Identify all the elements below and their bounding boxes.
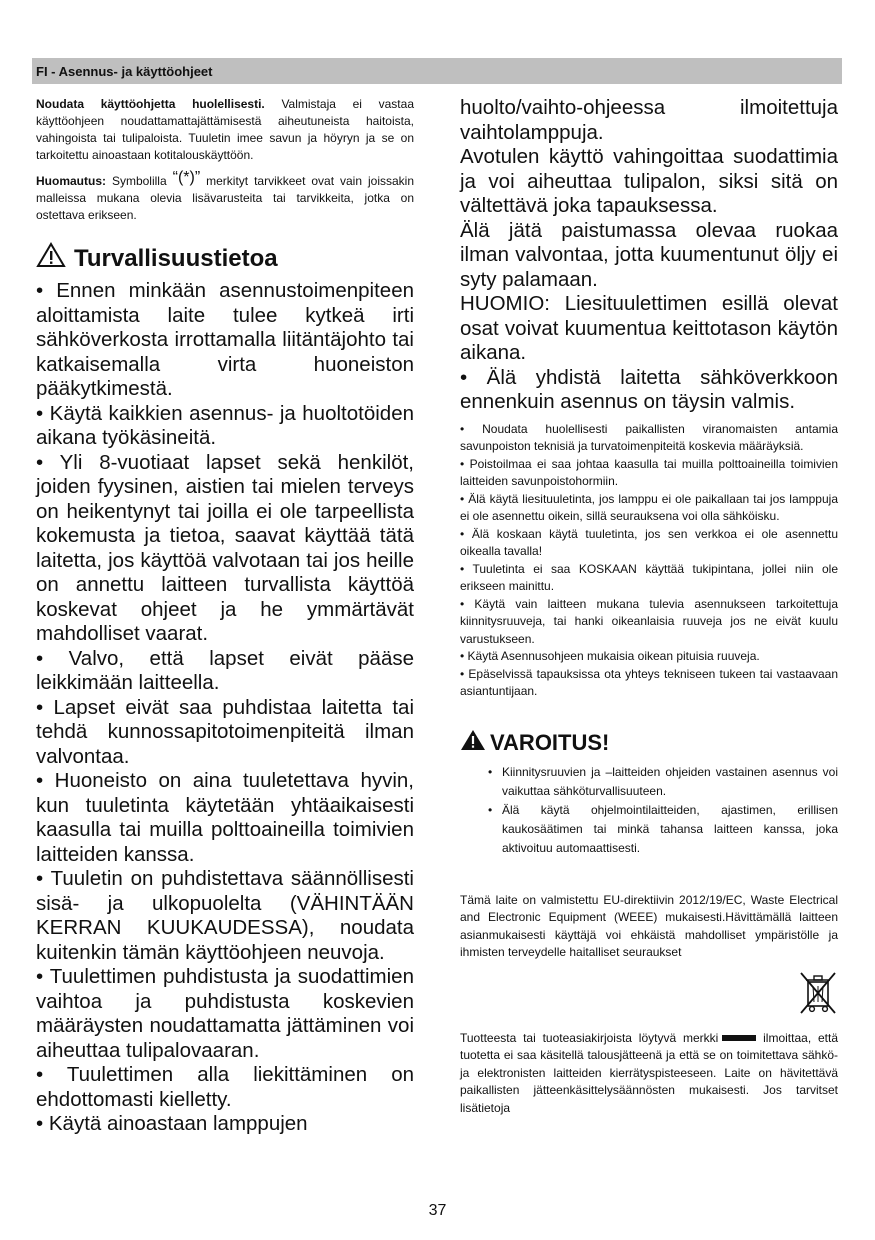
safety-item: • Ennen minkään asennustoimenpiteen aloittamista laite tulee kytkeä irti sähköverkosta irrottamalla liitäntäjohto tai katkaisemalla virta huoneiston pääkytkimestä.	[36, 279, 414, 400]
safety-item: • Huoneisto on aina tuuletettava hyvin, kun tuuletinta käytetään yhtäaikaisesti kaasulla tai muilla polttoaineilla toimivien laitteiden kanssa.	[36, 769, 414, 866]
safety-item: • Yli 8-vuotiaat lapset sekä henkilöt, joiden fyysinen, aistien tai mielen terveys on heikentynyt tai joilla ei ole tarpeellista kokemusta ja tietoa, saavat käyttää tätä laitetta, jos käyttöä valvotaan tai jos heille on annettu laitteen turvallista käyttöä koskevat ohjeet ja he ymmärtävät mahdolliset vaarat.	[36, 450, 414, 645]
warning-heading	[460, 729, 838, 757]
safety-item: • Lapset eivät saa puhdistaa laitetta tai tehdä kunnossapitotoimenpiteitä ilman valvontaa.	[36, 695, 414, 768]
safety-title: Turvallisuustietoa	[74, 244, 278, 272]
safety-item: • Epäselvissä tapauksissa ota yhteys tekniseen tukeen tai vastaavaan asiantuntijaan.	[460, 666, 838, 698]
safety-left-list	[36, 279, 414, 1137]
header-bar	[32, 58, 842, 84]
warning-title: VAROITUS!	[490, 729, 610, 755]
safety-item: • Käytä Asennusohjeen mukaisia oikean pituisia ruuveja.	[460, 649, 760, 663]
product-paragraph	[460, 1030, 838, 1118]
safety-item: • Noudata huolellisesti paikallisten viranomaisten antamia savunpoiston teknisiä ja turvatoimenpiteitä koskevia määräyksiä.	[460, 421, 838, 453]
crossed-out-wheelie-bin-icon	[798, 970, 838, 1021]
safety-item: • Käytä ainoastaan lamppujen	[36, 1112, 308, 1135]
safety-item: Älä jätä paistumassa olevaa ruokaa ilman valvontaa, jotta kuumentunut öljy ei syty palamaan.	[460, 218, 838, 291]
note-symbol: “(*)”	[172, 169, 201, 186]
note-bold: Huomautus:	[36, 174, 106, 188]
safety-item: • Älä koskaan käytä tuuletinta, jos sen verkkoa ei ole asennettu oikealla tavalla!	[460, 526, 838, 558]
warning-item: • Älä käytä ohjelmointilaitteiden, ajastimen, erillisen kaukosäätimen tai minkä tahansa laitteen kanssa, joka aktivoituu automaattisesti.	[490, 801, 838, 858]
safety-heading	[36, 242, 414, 275]
intro-paragraph	[36, 96, 414, 164]
safety-right-big-list	[460, 96, 838, 415]
warning-list	[460, 763, 838, 858]
intro-lead-text: Valmistaja ei vastaa käyttöohjeen noudattamattajättämisestä aiheutuneista haitoista, vahingoista tai tulipaloista. Tuuletin imee savun ja höyryn ja se on tarkoitettu ainoastaan kotitalouskäyttöön.	[36, 97, 414, 162]
safety-right-small-list	[460, 421, 838, 701]
warning-triangle-icon	[36, 242, 66, 275]
safety-item: huolto/vaihto-ohjeessa ilmoitettuja vaihtolamppuja.	[460, 96, 838, 144]
intro-lead-bold: Noudata käyttöohjetta huolellisesti.	[36, 97, 265, 111]
safety-item: • Älä yhdistä laitetta sähköverkkoon ennenkuin asennus on täysin valmis.	[460, 365, 838, 413]
note-pre: Symbolilla	[106, 174, 173, 188]
note-post: merkityt tarvikkeet ovat vain joissakin malleissa mukana olevia lisävarusteita tai tarvikkeita, jotka on ostettava erikseen.	[36, 174, 414, 222]
note-paragraph	[36, 169, 414, 224]
filled-warning-triangle-icon	[460, 729, 486, 757]
header-title: FI - Asennus- ja käyttöohjeet	[36, 64, 213, 79]
safety-item: Avotulen käyttö vahingoittaa suodattimia ja voi aiheuttaa tulipalon, siksi sitä on vältettävä joka tapauksessa.	[460, 145, 838, 217]
safety-item: HUOMIO: Liesituulettimen esillä olevat osat voivat kuumentua keittotason käytön aikana.	[460, 292, 838, 364]
safety-item: • Älä käytä liesituuletinta, jos lamppu ei ole paikallaan tai jos lamppuja ei ole asennettu oikein, sillä seurauksena voi olla sähköisku.	[460, 491, 838, 523]
safety-item: • Valvo, että lapset eivät pääse leikkimään laitteella.	[36, 646, 414, 694]
product-text-post: ilmoittaa, että tuotetta ei saa käsitellä talousjätteenä ja että se on toimitettava sähkö- ja elektronisten laitteiden kierrätyspisteeseen. Laite on hävitettävä paikallisten jätteenkäsittelysäännösten mukaisesti. Jos tarvitset lisätietoja	[460, 1030, 839, 1115]
safety-item: • Käytä kaikkien asennus- ja huoltotöiden aikana työkäsineitä.	[36, 401, 414, 449]
black-bar-mark-icon	[722, 1035, 756, 1041]
safety-item: • Tuuletinta ei saa KOSKAAN käyttää tukipintana, jollei niin ole erikseen mainittu.	[460, 561, 838, 593]
warning-item: • Kiinnitysruuvien ja –laitteiden ohjeiden vastainen asennus voi vaikuttaa sähköturvallisuuteen.	[490, 763, 838, 801]
left-column	[36, 96, 414, 1137]
weee-paragraph: Tämä laite on valmistettu EU-direktiivin 2012/19/EC, Waste Electrical and Electronic Equipment (WEEE) mukaisesti.Hävittämällä laitteen asianmukaisesti käyttäjä voi ehkäistä mahdolliset ympäristölle ja ihmisten terveydelle haitalliset seuraukset	[460, 892, 838, 959]
weee-icon-wrap	[460, 970, 838, 1016]
product-text-pre: Tuotteesta tai tuoteasiakirjoista löytyvä merkki	[460, 1030, 719, 1045]
safety-item: • Tuuletin on puhdistettava säännöllisesti sisä- ja ulkopuolelta (VÄHINTÄÄN KERRAN KUUKAUDESSA), noudata kuitenkin tämän käyttöohjeen neuvoja.	[36, 867, 414, 964]
safety-item: • Tuulettimen puhdistusta ja suodattimien vaihtoa ja puhdistusta koskevien määräysten noudattamatta jättäminen voi aiheuttaa tulipalovaaran.	[36, 965, 414, 1062]
safety-item: • Tuulettimen alla liekittäminen on ehdottomasti kielletty.	[36, 1063, 414, 1111]
safety-item: • Poistoilmaa ei saa johtaa kaasulla tai muilla polttoaineilla toimivien laitteiden savunpoistohormiin.	[460, 456, 838, 488]
right-column	[460, 96, 838, 1117]
safety-item: • Käytä vain laitteen mukana tulevia asennukseen tarkoitettuja kiinnitysruuveja, tai hanki oikeanlaisia ruuveja jos ne eivät kuulu varustukseen.	[460, 596, 838, 646]
page-number: 37	[428, 1202, 447, 1219]
